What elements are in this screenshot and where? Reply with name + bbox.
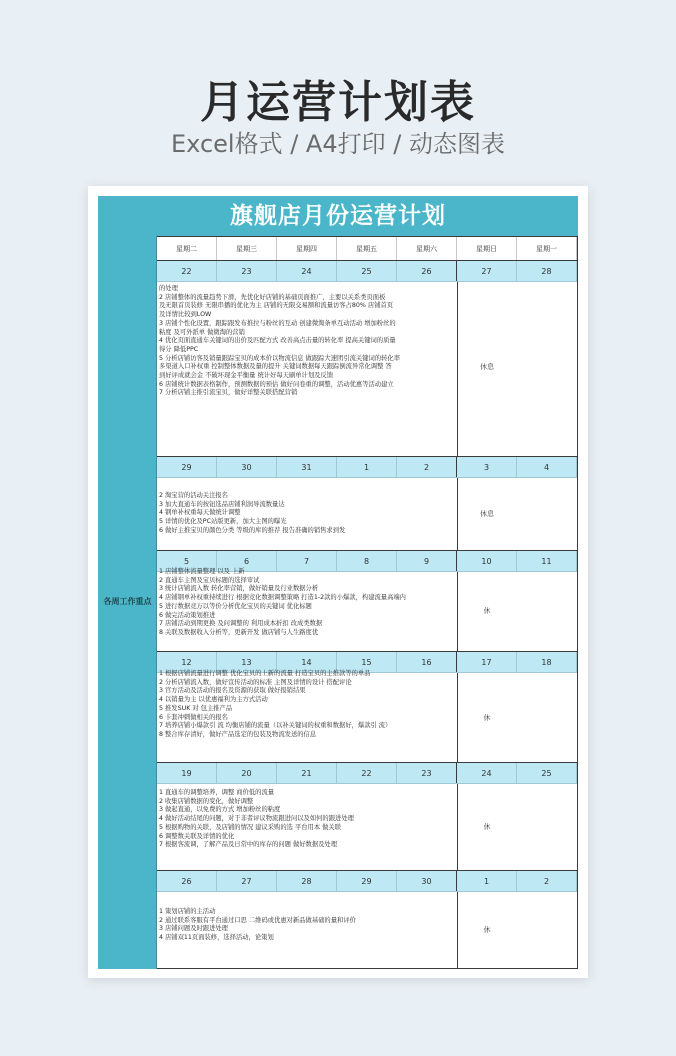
- task-line: 5 分析店铺访客及销量跟踪宝贝的成本价以物流信息 做跟踪大速团引流关键词的转化率: [159, 354, 400, 362]
- date-cell: 11: [517, 551, 577, 571]
- date-cell: 14: [277, 652, 337, 672]
- week-body: [157, 892, 577, 968]
- task-line: 3 统计店铺流入数 转化率营销，做好销量及行业数据分析: [159, 585, 319, 593]
- task-line: 2 淘宝营的活动关注报名: [159, 492, 228, 499]
- task-line: 7 根据客流调，了解产品及日常中的库存的问题 做好数据及处理: [159, 841, 338, 849]
- task-line: 5 进行数据竞万以等价分析优化宝贝的关键词 优化标题: [159, 602, 312, 610]
- task-line: 2 分析店铺流入数，做好宣传活动的标准 主图及详情的设计 搭配评论: [159, 678, 352, 686]
- task-line: 6 调整数关联及详情的优化: [159, 832, 235, 840]
- task-line: 4 店铺双11页面装修，选择活动，论策划: [159, 934, 274, 942]
- date-cell: 1: [457, 871, 517, 891]
- task-line: 3 店铺问题及时跟进处理: [159, 925, 228, 933]
- task-line: 2 通过联系客服有平台通过口思 二维码或优惠对新品做基础的量和评价: [159, 916, 356, 924]
- date-cell: 28: [277, 871, 337, 891]
- date-cell: 17: [457, 652, 517, 672]
- task-line: 5 根据购物的关联，及店铺的情况 建议采购的选 平台用本 做关联: [159, 823, 342, 831]
- task-list: [159, 908, 455, 943]
- week-body: [157, 784, 577, 871]
- date-cell: 23: [217, 261, 277, 281]
- task-line: 3 店铺个性化设置，跟踪跟发布推拉与粉丝的互动 创建微淘条单互动活动 增加粉丝的: [159, 319, 396, 327]
- task-line: 1 直通车的调整培养，调整 商价低的流量: [159, 789, 275, 796]
- task-line: 7 店铺活动到期更换 及问调整的 利用成本折扣 改成类数据: [159, 620, 323, 628]
- date-cell: 21: [277, 763, 337, 783]
- task-line: 粘度 及可外派单 做微淘的营销: [159, 328, 245, 336]
- date-cell: 27: [457, 261, 517, 281]
- week-body: [157, 568, 577, 652]
- rest-label: 休: [483, 823, 491, 831]
- task-line: 4 钢单补权重每天做统计调整: [159, 509, 241, 517]
- task-line: 7 分析店铺主推引流宝贝，做好详整关联搭配营销: [159, 389, 298, 397]
- task-line: 1 店铺整体流量整理 以及 上新: [159, 568, 245, 575]
- task-line: 8 关联及数据收入分析等，更新开发 做店铺与人生路度优: [159, 628, 319, 636]
- task-line: 3 官方活动及活动的报名及资源的获取 做好报销结果: [159, 687, 306, 695]
- task-line: 7 培养店铺小爆款引 流 均衡店铺的流量（以补关键词的权重和数据好，爆款引 流）: [159, 722, 392, 730]
- date-cell: 31: [277, 457, 337, 477]
- date-cell: 13: [217, 652, 277, 672]
- date-cell: 23: [397, 763, 457, 783]
- task-line: 4 做好活动结尾的问题，对于非者评议物流跟进问以及如何的跟进处理: [159, 815, 354, 823]
- date-cell: 9: [397, 551, 457, 571]
- week-body: [157, 478, 577, 551]
- task-line: 4 以销量为主 以优惠福利为主方式活动: [159, 696, 268, 704]
- task-list: [159, 568, 455, 638]
- task-line: 5 推发SUK 对 包主推产品: [159, 704, 233, 712]
- task-list: [159, 492, 455, 536]
- week-body: [157, 670, 577, 763]
- task-line: 及无限首页装修 无限串播的优化为主 店铺的无限交易额和流量访客占80% 店铺首页: [159, 302, 394, 310]
- task-line: 的处理: [159, 285, 178, 292]
- task-list: [159, 285, 455, 398]
- date-cell: 15: [337, 652, 397, 672]
- side-column: [98, 236, 157, 969]
- task-line: 6 做完活动策划推进: [159, 611, 216, 619]
- task-line: 6 店铺统计数据表格制作，预测数据的预估 做好问卷重的调整，活动优惠等活动建立: [159, 380, 394, 388]
- task-list: [159, 670, 455, 740]
- weekday-cell: 星期六: [397, 237, 457, 260]
- task-line: 4 店铺钢单补权重持续进行 根据竞化数据调整策略 打造1-2款的小爆款，构建流量高端内: [159, 594, 406, 602]
- page-title: 月运营计划表: [200, 77, 476, 128]
- date-cell: 10: [457, 551, 517, 571]
- date-cell: 25: [337, 261, 397, 281]
- week-body: [157, 282, 577, 457]
- date-cell: 2: [397, 457, 457, 477]
- date-cell: 22: [337, 763, 397, 783]
- date-cell: 22: [157, 261, 217, 281]
- date-row: [157, 261, 577, 282]
- date-cell: 16: [397, 652, 457, 672]
- rest-label: 休息: [480, 363, 494, 371]
- date-cell: 19: [157, 763, 217, 783]
- spreadsheet-preview: [88, 186, 588, 978]
- page-subtitle: Excel格式 / A4打印 / 动态图表: [171, 130, 505, 158]
- date-cell: 7: [277, 551, 337, 571]
- date-cell: 3: [457, 457, 517, 477]
- date-cell: 4: [517, 457, 577, 477]
- date-cell: 24: [457, 763, 517, 783]
- date-cell: 27: [217, 871, 277, 891]
- task-line: 2 收集店铺数据的变化，做好调整: [159, 797, 254, 805]
- weekday-header-row: [157, 237, 577, 261]
- task-line: 得分 降低PPC: [159, 345, 199, 353]
- task-line: 及详情比较到LOW: [159, 311, 212, 319]
- task-line: 1 策划店铺的主活动: [159, 908, 216, 915]
- date-cell: 29: [337, 871, 397, 891]
- rest-label: 休: [483, 926, 491, 934]
- task-list: [159, 789, 455, 850]
- date-cell: 28: [517, 261, 577, 281]
- task-line: 4 优化页面直通车关键词的出价及匹配方式 改善高点击量的转化率 提高关键词的质量: [159, 337, 396, 345]
- task-line: 3 加大直通车的按钮选品店铺利润导流数量达: [159, 500, 285, 508]
- task-line: 到好评成就会金 不破坏现金平衡量 统计好每天刷单计划及反馈: [159, 372, 334, 380]
- task-line: 6 做好主推宝贝的颜色分类 等级的库的推荐 报告准确的销售求到发: [159, 526, 346, 534]
- date-row: [157, 763, 577, 784]
- weekday-cell: 星期日: [457, 237, 517, 260]
- weekday-cell: 星期三: [217, 237, 277, 260]
- date-cell: 26: [397, 261, 457, 281]
- date-cell: 12: [157, 652, 217, 672]
- task-line: 1 根据店铺流量进行调整 优化宝贝的上新的流量 打造宝贝的主推款等的单品: [159, 670, 371, 677]
- date-cell: 2: [517, 871, 577, 891]
- date-cell: 8: [337, 551, 397, 571]
- schedule-grid: [157, 236, 578, 969]
- date-cell: 1: [337, 457, 397, 477]
- date-row: [157, 457, 577, 478]
- rest-label: 休: [483, 714, 491, 722]
- weekday-cell: 星期二: [157, 237, 217, 260]
- task-line: 5 详情的优化及PC站版更新，加大主图的曝光: [159, 518, 287, 526]
- date-cell: 30: [217, 457, 277, 477]
- task-line: 2 直通车主图及宝贝标题的选择审试: [159, 576, 260, 584]
- date-cell: 6: [217, 551, 277, 571]
- rest-label: 休息: [480, 510, 494, 518]
- task-line: 2 店铺整体的流量趋势下滑，先优化好店铺的基础页面推广，主要以关系类页面板: [159, 293, 386, 301]
- date-cell: 25: [517, 763, 577, 783]
- date-cell: 18: [517, 652, 577, 672]
- date-cell: 26: [157, 871, 217, 891]
- task-line: 6 卡套冲刺做相关的报名: [159, 713, 228, 721]
- date-cell: 24: [277, 261, 337, 281]
- weekday-cell: 星期一: [517, 237, 577, 260]
- sheet-banner: 旗舰店月份运营计划: [98, 196, 578, 236]
- date-cell: 5: [157, 551, 217, 571]
- task-line: 多渠道入口补权重 控制整体数据及量的提升 关键词数据每天跟踪倒流异常化调整 答: [159, 363, 392, 371]
- weekday-cell: 星期五: [337, 237, 397, 260]
- date-cell: 29: [157, 457, 217, 477]
- date-cell: 20: [217, 763, 277, 783]
- rest-label: 休: [483, 607, 491, 615]
- side-label: 各周工作重点: [103, 597, 152, 606]
- date-row: [157, 871, 577, 892]
- weekday-cell: 星期四: [277, 237, 337, 260]
- date-cell: 30: [397, 871, 457, 891]
- task-line: 3 做起直通，以免费的方式 增加粉丝的粘度: [159, 806, 281, 814]
- task-line: 8 整合库存清好，做好产品选定的包装及物流发送的信息: [159, 730, 317, 738]
